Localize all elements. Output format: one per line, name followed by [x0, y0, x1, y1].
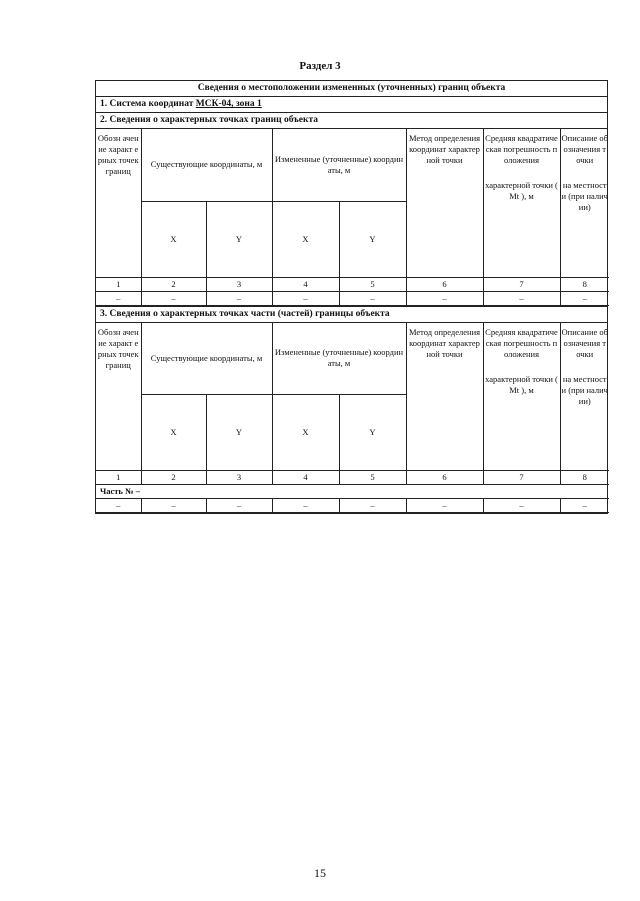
empty-cell: – [272, 291, 339, 305]
description-header [560, 323, 609, 471]
description-text: Описание обозначения точки [561, 326, 608, 359]
empty-cell: – [96, 499, 141, 513]
part-label: Часть № – [96, 485, 609, 499]
empty-cell: – [206, 499, 272, 513]
col-number: 6 [406, 471, 483, 485]
mean-error-header [483, 323, 560, 471]
empty-cell: – [483, 291, 560, 305]
col-number: 5 [339, 277, 406, 291]
empty-cell: – [406, 499, 483, 513]
empty-cell: – [141, 291, 206, 305]
table-heading: Сведения о местоположении измененных (уточненных) границ объекта [96, 81, 607, 97]
description-cont-text: на местности (при наличии) [561, 180, 608, 212]
section3-title: 3. Сведения о характерных точках части (частей) границы объекта [96, 306, 607, 323]
description-cont-text: на местности (при наличии) [561, 373, 608, 406]
changed-coords-header: Измененные (уточненные) координаты, м [272, 129, 406, 201]
mean-error-text: Средняя квадратическая погрешность положения [485, 133, 558, 165]
empty-cell: – [560, 291, 609, 305]
mean-error-header [483, 129, 560, 277]
coordinate-system-label: 1. Система координат [100, 99, 194, 109]
col-number: 2 [141, 471, 206, 485]
col-number: 7 [483, 277, 560, 291]
empty-cell: – [96, 291, 141, 305]
designation-header: Обозн ачение характ ерных точек границ [96, 323, 141, 471]
empty-cell: – [560, 499, 609, 513]
existing-y-header: Y [206, 395, 272, 471]
empty-cell: – [206, 291, 272, 305]
changed-x-header: X [272, 201, 339, 277]
col-number: 8 [560, 277, 609, 291]
col-number: 1 [96, 277, 141, 291]
mean-error-text: Средняя квадратическая погрешность положения [485, 326, 558, 359]
page-number: 15 [314, 866, 326, 880]
column-number-row [96, 277, 609, 291]
changed-coords-header: Измененные (уточненные) координаты, м [272, 323, 406, 395]
empty-cell: – [483, 499, 560, 513]
existing-y-header: Y [206, 201, 272, 277]
empty-cell: – [339, 291, 406, 305]
document-table [95, 80, 608, 514]
existing-coords-header: Существующие координаты, м [141, 129, 272, 201]
col-number: 1 [96, 471, 141, 485]
empty-cell: – [141, 499, 206, 513]
col-number: 3 [206, 277, 272, 291]
mean-error-cont-text: характерной точки ( Mt ), м [485, 373, 558, 395]
table-row [96, 291, 609, 305]
col-number: 7 [483, 471, 560, 485]
changed-x-header: X [272, 395, 339, 471]
coordinate-system-row [96, 97, 607, 113]
section2-title: 2. Сведения о характерных точках границ объекта [96, 113, 607, 129]
empty-cell: – [339, 499, 406, 513]
col-number: 5 [339, 471, 406, 485]
mean-error-cont-text: характерной точки ( Mt ), м [485, 180, 558, 201]
changed-y-header: Y [339, 201, 406, 277]
empty-cell: – [406, 291, 483, 305]
col-number: 8 [560, 471, 609, 485]
changed-y-header: Y [339, 395, 406, 471]
coordinate-system-value: МСК-04, зона 1 [195, 99, 262, 109]
col-number: 4 [272, 277, 339, 291]
description-text: Описание обозначения точки [561, 133, 608, 165]
existing-x-header: X [141, 201, 206, 277]
section2-table [96, 129, 609, 306]
method-header: Метод определения координат характерной точки [406, 129, 483, 277]
column-number-row [96, 471, 609, 485]
col-number: 2 [141, 277, 206, 291]
existing-coords-header: Существующие координаты, м [141, 323, 272, 395]
section-title: Раздел 3 [299, 60, 341, 72]
col-number: 6 [406, 277, 483, 291]
col-number: 3 [206, 471, 272, 485]
section3-table [96, 323, 609, 514]
designation-header: Обозн ачение характ ерных точек границ [96, 129, 141, 277]
part-row [96, 485, 609, 499]
description-header [560, 129, 609, 277]
existing-x-header: X [141, 395, 206, 471]
table-row [96, 499, 609, 513]
col-number: 4 [272, 471, 339, 485]
empty-cell: – [272, 499, 339, 513]
method-header: Метод определения координат характерной точки [406, 323, 483, 471]
